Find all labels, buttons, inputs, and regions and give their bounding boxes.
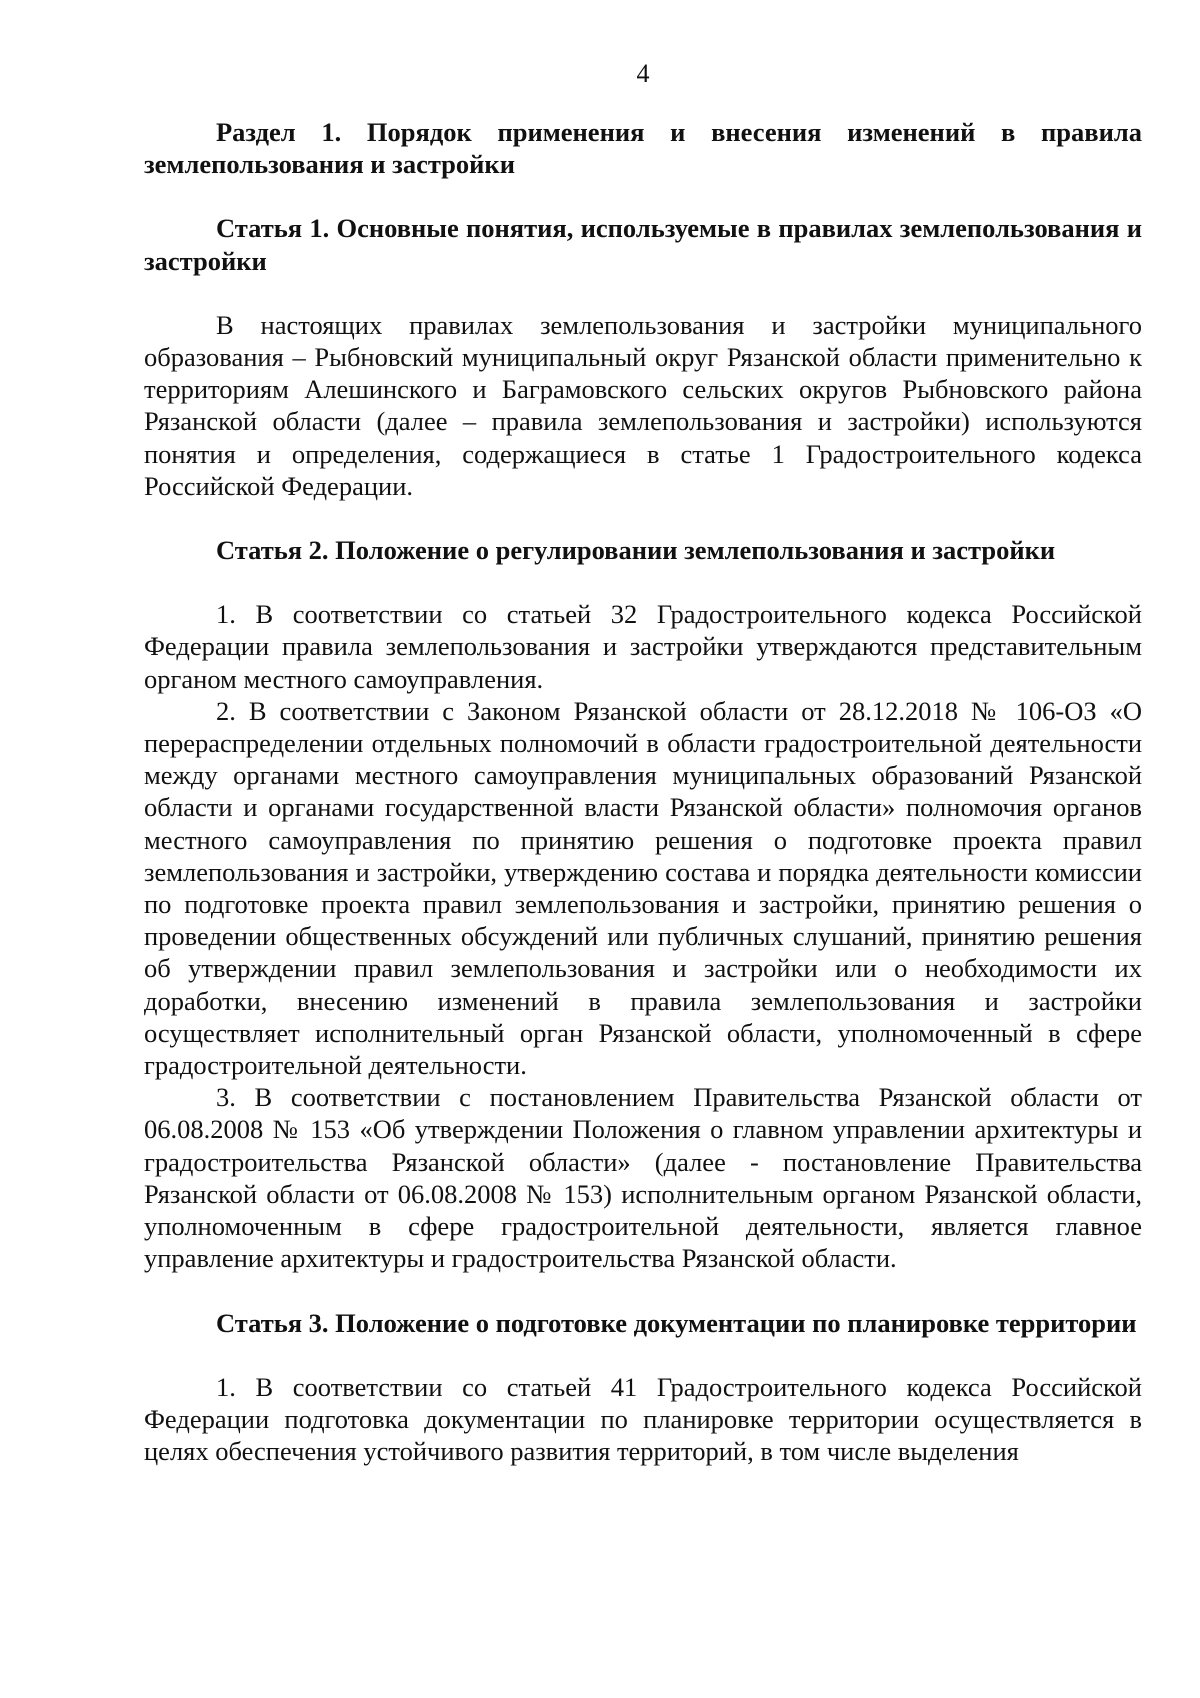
document-page <box>144 0 1142 1698</box>
article-3-paragraph-1: 1. В соответствии со статьей 41 Градостроительного кодекса Российской Федерации подготовка документации по планировке территории осуществляется в целях обеспечения устойчивого развития территорий, в том числе выделения <box>144 1371 1142 1467</box>
article-1-title: Статья 1. Основные понятия, используемые в правилах землепользования и застройки <box>144 213 1142 276</box>
article-2-paragraph-2: 2. В соответствии с Законом Рязанской области от 28.12.2018 № 106-ОЗ «О перераспределении отдельных полномочий в области градостроительной деятельности между органами местного самоуправления муниципальных образований Рязанской области и органами государственной власти Рязанской области» полномочия органов местного самоуправления по принятию решения о подготовке проекта правил землепользования и застройки, утверждению состава и порядка деятельности комиссии по подготовке проекта правил землепользования и застройки, принятию решения о проведении общественных обсуждений или публичных слушаний, принятию решения об утверждении правил землепользования и застройки или о необходимости их доработки, внесению изменений в правила землепользования и застройки осуществляет исполнительный орган Рязанской области, уполномоченный в сфере градостроительной деятельности. <box>144 695 1142 1081</box>
article-2-paragraph-1: 1. В соответствии со статьей 32 Градостроительного кодекса Российской Федерации правила землепользования и застройки утверждаются представительным органом местного самоуправления. <box>144 599 1142 694</box>
section-1-title: Раздел 1. Порядок применения и внесения изменений в правила землепользования и застройки <box>144 117 1142 180</box>
document-body <box>144 116 1142 1467</box>
article-1-text: В настоящих правилах землепользования и застройки муниципального образования – Рыбновский муниципальный округ Рязанской области применительно к территориям Алешинского и Баграмовского сельских округов Рыбновского района Рязанской области (далее – правила землепользования и застройки) используются понятия и определения, содержащиеся в статье 1 Градостроительного кодекса Российской Федерации. <box>144 309 1142 501</box>
article-3-title: Статья 3. Положение о подготовке документации по планировке территории <box>216 1307 1137 1338</box>
article-2-paragraph-3: 3. В соответствии с постановлением Правительства Рязанской области от 06.08.2008 № 153 «Об утверждении Положения о главном управлении архитектуры и градостроительства Рязанской области» (далее - постановление Правительства Рязанской области от 06.08.2008 № 153) исполнительным органом Рязанской области, уполномоченным в сфере градостроительной деятельности, является главное управление архитектуры и градостроительства Рязанской области. <box>144 1082 1142 1274</box>
article-2-title: Статья 2. Положение о регулировании землепользования и застройки <box>216 535 1056 566</box>
page-number: 4 <box>636 59 650 88</box>
